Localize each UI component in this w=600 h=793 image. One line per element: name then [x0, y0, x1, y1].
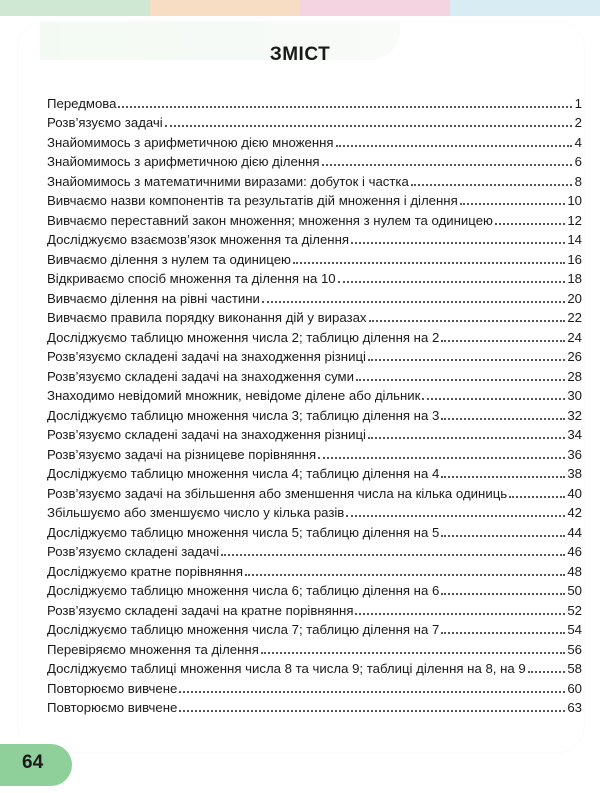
- toc-entry-page: 24: [567, 329, 582, 345]
- toc-entry-title: Розв’язуємо складені задачі на знаходження різниці: [47, 427, 366, 442]
- toc-entry[interactable]: [47, 443, 582, 463]
- toc-entry-title: Досліджуємо таблицю множення числа 2; таблицю ділення на 2: [47, 329, 440, 345]
- toc-entry-page: 50: [567, 583, 582, 598]
- toc-entry-page: 52: [567, 602, 582, 618]
- toc-entry-title: Перевіряємо множення та ділення: [47, 641, 259, 657]
- toc-entry[interactable]: [47, 424, 582, 444]
- toc-entry[interactable]: [47, 346, 582, 366]
- toc-entry-title: Знайомимось з арифметичною дією ділення: [47, 154, 320, 169]
- toc-entry-page: 10: [567, 193, 582, 208]
- toc-leader-dots: [338, 280, 566, 283]
- toc-entry-page: 40: [567, 485, 582, 501]
- toc-leader-dots: [422, 397, 565, 400]
- toc-leader-dots: [221, 553, 565, 556]
- page-title: ЗМІСТ: [269, 44, 331, 65]
- toc-entry[interactable]: [47, 697, 582, 717]
- toc-entry-title: Вивчаємо правила порядку виконання дій у виразах: [47, 310, 367, 325]
- toc-entry-title: Знайомимось з математичними виразами: добуток і частка: [47, 173, 409, 189]
- toc-leader-dots: [460, 202, 566, 205]
- toc-entry[interactable]: [47, 112, 582, 132]
- toc-entry[interactable]: [47, 268, 582, 288]
- toc-entry-title: Вивчаємо ділення з нулем та одиницею: [47, 251, 291, 267]
- toc-entry-page: 46: [567, 544, 582, 559]
- table-of-contents: [47, 92, 582, 716]
- toc-entry-title: Розв’язуємо складені задачі на кратне порівняння: [47, 602, 354, 618]
- toc-entry-page: 18: [567, 271, 582, 286]
- toc-entry[interactable]: [47, 229, 582, 249]
- toc-leader-dots: [322, 163, 572, 166]
- toc-leader-dots: [441, 631, 565, 634]
- toc-leader-dots: [368, 436, 565, 439]
- toc-entry[interactable]: [47, 326, 582, 346]
- toc-entry-page: 16: [567, 251, 582, 267]
- toc-entry-title: Досліджуємо таблицю множення числа 6; таблицю ділення на 6: [47, 583, 440, 598]
- toc-leader-dots: [165, 124, 572, 127]
- toc-entry-title: Знаходимо невідомий множник, невідоме ділене або дільник: [47, 388, 421, 403]
- toc-leader-dots: [528, 670, 566, 673]
- toc-entry-title: Досліджуємо таблиці множення числа 8 та числа 9; таблиці ділення на 8, на 9: [47, 661, 526, 676]
- toc-entry[interactable]: [47, 131, 582, 151]
- toc-leader-dots: [356, 378, 565, 381]
- toc-leader-dots: [441, 534, 565, 537]
- toc-leader-dots: [118, 105, 572, 108]
- toc-entry-page: 6: [574, 154, 582, 169]
- toc-entry-title: Розв’язуємо складені задачі на знаходження суми: [47, 368, 354, 384]
- toc-entry[interactable]: [47, 190, 582, 210]
- toc-entry-page: 2: [574, 115, 582, 130]
- toc-entry[interactable]: [47, 677, 582, 697]
- toc-leader-dots: [441, 339, 565, 342]
- toc-leader-dots: [509, 495, 565, 498]
- toc-entry-page: 14: [567, 232, 582, 247]
- toc-entry[interactable]: [47, 92, 582, 112]
- toc-entry[interactable]: [47, 151, 582, 171]
- toc-entry-page: 28: [567, 368, 582, 384]
- toc-entry[interactable]: [47, 638, 582, 658]
- page-number: 64: [22, 752, 44, 773]
- toc-leader-dots: [245, 573, 565, 576]
- toc-leader-dots: [261, 651, 565, 654]
- toc-entry-page: 48: [567, 563, 582, 579]
- toc-entry[interactable]: [47, 580, 582, 600]
- toc-entry-title: Розв’язуємо задачі на збільшення або зменшення числа на кілька одиниць: [47, 485, 508, 501]
- toc-entry-page: 44: [567, 524, 582, 540]
- toc-entry[interactable]: [47, 385, 582, 405]
- toc-entry-title: Повторюємо вивчене: [47, 680, 178, 696]
- toc-entry-page: 30: [567, 388, 582, 403]
- toc-leader-dots: [368, 358, 565, 361]
- toc-entry-page: 54: [567, 622, 582, 637]
- toc-entry-title: Досліджуємо таблицю множення числа 4; таблицю ділення на 4: [47, 466, 440, 481]
- toc-entry[interactable]: [47, 170, 582, 190]
- toc-entry[interactable]: [47, 560, 582, 580]
- toc-leader-dots: [369, 319, 566, 322]
- toc-entry[interactable]: [47, 541, 582, 561]
- toc-entry[interactable]: [47, 482, 582, 502]
- toc-entry-page: 4: [574, 134, 582, 150]
- toc-entry-title: Збільшуємо або зменшуємо число у кілька разів: [47, 505, 345, 520]
- toc-entry-title: Розв’язуємо задачі: [47, 115, 163, 130]
- toc-entry-page: 26: [567, 349, 582, 364]
- toc-entry-title: Передмова: [47, 95, 117, 111]
- stripe-green: [0, 0, 150, 16]
- toc-entry-title: Повторюємо вивчене: [47, 700, 178, 715]
- toc-entry-title: Розв’язуємо складені задачі: [47, 544, 220, 559]
- toc-entry-page: 60: [567, 680, 582, 696]
- toc-entry-title: Вивчаємо переставний закон множення; множення з нулем та одиницею: [47, 212, 493, 228]
- toc-entry[interactable]: [47, 502, 582, 522]
- toc-entry[interactable]: [47, 307, 582, 327]
- toc-entry[interactable]: [47, 209, 582, 229]
- toc-entry-page: 58: [567, 661, 582, 676]
- toc-leader-dots: [336, 144, 572, 147]
- stripe-orange: [150, 0, 300, 16]
- toc-entry-page: 22: [567, 310, 582, 325]
- toc-entry[interactable]: [47, 521, 582, 541]
- toc-entry[interactable]: [47, 365, 582, 385]
- toc-entry-page: 8: [574, 173, 582, 189]
- toc-entry-title: Знайомимось з арифметичною дією множення: [47, 134, 334, 150]
- toc-entry-title: Досліджуємо таблицю множення числа 3; таблицю ділення на 3: [47, 407, 440, 423]
- top-color-stripes: [0, 0, 600, 16]
- toc-entry[interactable]: [47, 619, 582, 639]
- toc-leader-dots: [179, 690, 565, 693]
- toc-entry-title: Вивчаємо ділення на рівні частини: [47, 290, 260, 306]
- toc-entry-title: Відкриваємо спосіб множення та ділення на 10: [47, 271, 336, 286]
- toc-leader-dots: [179, 709, 565, 712]
- stripe-blue: [450, 0, 600, 16]
- toc-entry-page: 20: [567, 290, 582, 306]
- toc-leader-dots: [441, 475, 565, 478]
- toc-entry-page: 32: [567, 407, 582, 423]
- toc-entry-page: 36: [567, 446, 582, 462]
- toc-entry-title: Розв’язуємо задачі на різницеве порівняння: [47, 446, 317, 462]
- toc-entry[interactable]: [47, 599, 582, 619]
- toc-entry-title: Розв’язуємо складені задачі на знаходження різниці: [47, 349, 366, 364]
- toc-entry-page: 34: [567, 427, 582, 442]
- toc-leader-dots: [262, 300, 565, 303]
- toc-entry-page: 12: [567, 212, 582, 228]
- toc-leader-dots: [318, 456, 565, 459]
- toc-entry-page: 63: [567, 700, 582, 715]
- toc-entry-page: 56: [567, 641, 582, 657]
- toc-leader-dots: [355, 612, 565, 615]
- toc-entry-page: 42: [567, 505, 582, 520]
- toc-leader-dots: [351, 241, 565, 244]
- toc-entry[interactable]: [47, 404, 582, 424]
- toc-entry-title: Досліджуємо взаємозв’язок множення та ділення: [47, 232, 350, 247]
- toc-entry[interactable]: [47, 248, 582, 268]
- toc-leader-dots: [293, 261, 565, 264]
- toc-entry-title: Вивчаємо назви компонентів та результатів дій множення і ділення: [47, 193, 458, 208]
- toc-entry-title: Досліджуємо таблицю множення числа 7; таблицю ділення на 7: [47, 622, 440, 637]
- toc-entry[interactable]: [47, 658, 582, 678]
- toc-leader-dots: [346, 514, 565, 517]
- toc-leader-dots: [441, 417, 565, 420]
- toc-leader-dots: [441, 592, 565, 595]
- toc-entry-page: 38: [567, 466, 582, 481]
- toc-entry-title: Досліджуємо таблицю множення числа 5; таблицю ділення на 5: [47, 524, 440, 540]
- toc-entry-page: 1: [574, 95, 582, 111]
- toc-entry-title: Досліджуємо кратне порівняння: [47, 563, 244, 579]
- toc-leader-dots: [495, 222, 565, 225]
- toc-entry[interactable]: [47, 287, 582, 307]
- toc-entry[interactable]: [47, 463, 582, 483]
- stripe-pink: [300, 0, 450, 16]
- toc-leader-dots: [411, 183, 572, 186]
